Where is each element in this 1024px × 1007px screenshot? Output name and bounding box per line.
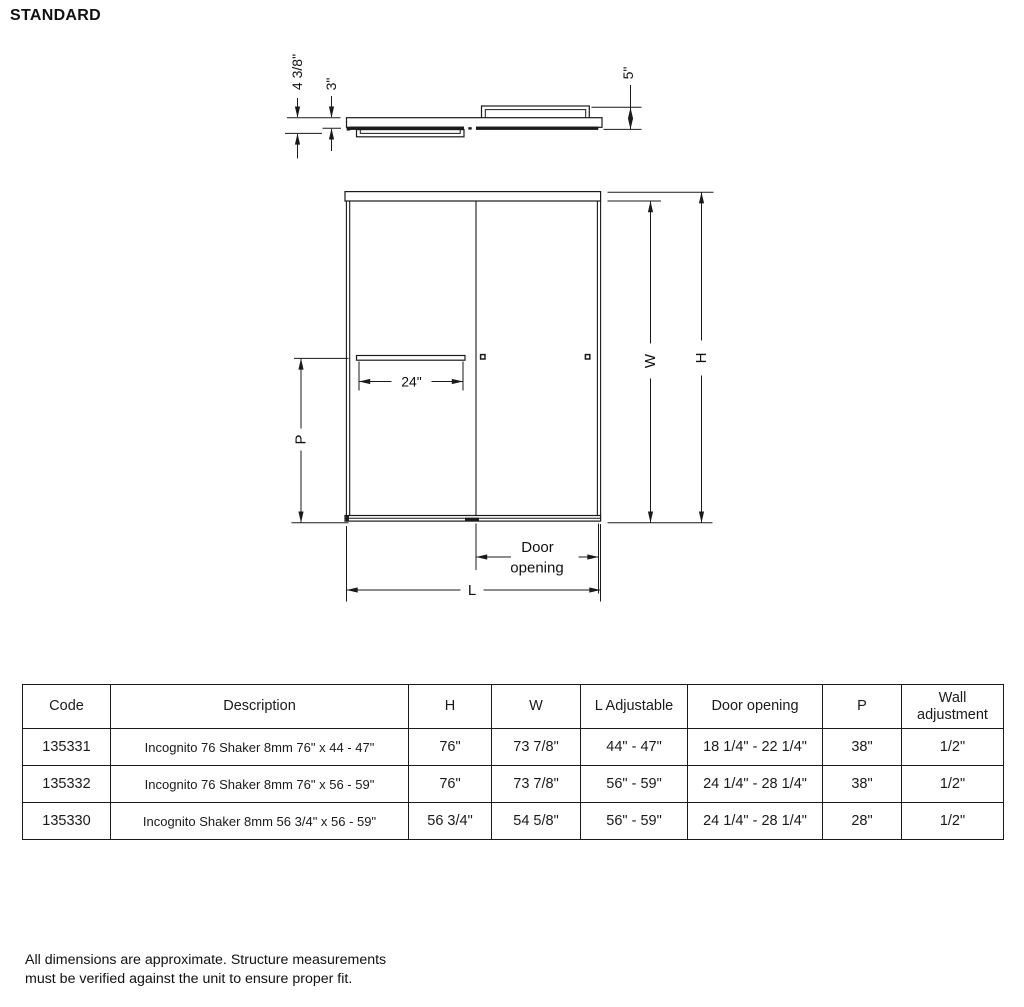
cell-h: 76": [409, 766, 492, 803]
dim-label-l: L: [467, 582, 477, 599]
page-title: STANDARD: [10, 7, 101, 24]
dim-label-panel-offset: 5": [619, 66, 636, 80]
cell-door-opening: 24 1/4" - 28 1/4": [688, 803, 823, 840]
cell-door-opening: 24 1/4" - 28 1/4": [688, 766, 823, 803]
cell-p: 38": [823, 766, 902, 803]
cell-w: 54 5/8": [492, 803, 581, 840]
table-row: [23, 766, 1004, 803]
elevation-drawing: [292, 192, 714, 602]
header-door-opening: Door opening: [688, 685, 823, 729]
footnote-line2: must be verified against the unit to ensure proper fit.: [25, 970, 353, 987]
cell-l-adjustable: 56" - 59": [581, 766, 688, 803]
cell-w: 73 7/8": [492, 729, 581, 766]
cell-wall-adjustment: 1/2": [902, 729, 1004, 766]
header-w: W: [492, 685, 581, 729]
header-l-adjustable: L Adjustable: [581, 685, 688, 729]
elevation-dimension-lines: [292, 192, 714, 601]
cell-code: 135330: [23, 803, 111, 840]
cell-h: 56 3/4": [409, 803, 492, 840]
spec-table: [22, 684, 1004, 840]
cell-code: 135332: [23, 766, 111, 803]
top-view-panel-rail: [482, 106, 590, 118]
cell-w: 73 7/8": [492, 766, 581, 803]
table-row: [23, 803, 1004, 840]
dim-label-h: H: [692, 352, 710, 364]
dim-label-door-opening-line2: opening: [510, 559, 564, 577]
cell-p: 28": [823, 803, 902, 840]
dim-label-p: P: [292, 434, 310, 445]
footnote: [25, 951, 386, 988]
dim-label-towel-bar: 24": [401, 373, 422, 390]
elevation-dimension-arrows: [298, 192, 704, 592]
cell-p: 38": [823, 729, 902, 766]
towel-bar: [357, 356, 466, 361]
cell-description: Incognito 76 Shaker 8mm 76" x 44 - 47": [111, 729, 409, 766]
top-view-drawing: [285, 54, 642, 159]
door-handle-right: [585, 355, 589, 359]
header-p: P: [823, 685, 902, 729]
table-row: [23, 729, 1004, 766]
elevation-top-rail: [345, 192, 601, 201]
top-view-towel-bar: [357, 130, 465, 137]
footnote-line1: All dimensions are approximate. Structure measurements: [25, 952, 387, 968]
dim-label-door-opening-line1: Door: [521, 539, 554, 556]
table-header-row: [23, 685, 1004, 729]
dim-label-w: W: [641, 353, 659, 369]
cell-wall-adjustment: 1/2": [902, 803, 1004, 840]
door-handle-left: [481, 355, 485, 359]
top-view-header-bar: [347, 118, 603, 128]
cell-code: 135331: [23, 729, 111, 766]
cell-description: Incognito 76 Shaker 8mm 76" x 56 - 59": [111, 766, 409, 803]
cell-l-adjustable: 44" - 47": [581, 729, 688, 766]
cell-description: Incognito Shaker 8mm 56 3/4" x 56 - 59": [111, 803, 409, 840]
header-code: Code: [23, 685, 111, 729]
dim-label-glass-offset: 3": [322, 77, 339, 91]
cell-wall-adjustment: 1/2": [902, 766, 1004, 803]
cell-door-opening: 18 1/4" - 22 1/4": [688, 729, 823, 766]
cell-h: 76": [409, 729, 492, 766]
elevation-bottom-track: [345, 516, 601, 522]
cell-l-adjustable: 56" - 59": [581, 803, 688, 840]
dim-label-offset-depth: 4 3/8": [288, 53, 305, 91]
header-h: H: [409, 685, 492, 729]
header-description: Description: [111, 685, 409, 729]
header-wall-adjustment: Wall adjustment: [902, 685, 1004, 729]
